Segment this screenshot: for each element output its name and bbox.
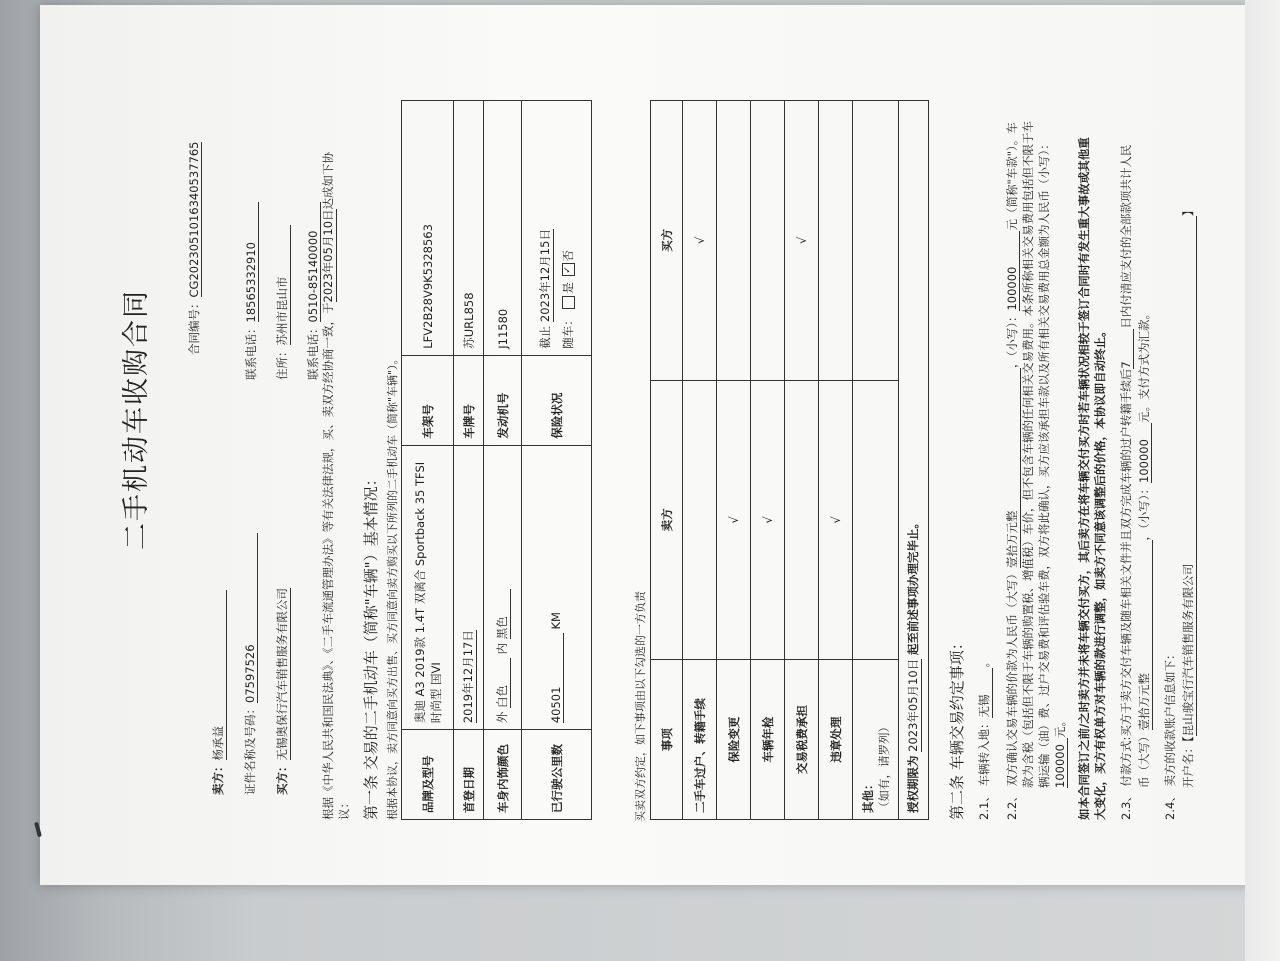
- seller-line: 卖方：杨承益: [210, 591, 227, 796]
- mileage-cell: 40501 KM: [522, 445, 592, 730]
- vin-value: LFV2B28V9K5328563: [402, 101, 454, 356]
- duties-header-seller: 卖方: [651, 380, 683, 660]
- duty-row-label: 保险变更: [717, 660, 751, 820]
- brand-label: 品牌及型号: [402, 730, 454, 820]
- duty-row-buyer: [819, 101, 853, 381]
- mileage-label: 已行驶公里数: [522, 730, 592, 820]
- duty-row-label: 违章处理: [819, 660, 853, 820]
- insurance-no-checkbox: ✓: [562, 263, 575, 276]
- plate-value: 苏URL858: [454, 101, 484, 356]
- color-cell: 外 白色 内 黑色: [484, 445, 522, 730]
- other-duties-label: 其他： （如有，请罗列）: [853, 660, 899, 820]
- adjustment-clause-line-2: 大变化，买方有权单方对车辆的款进行调整，如卖方不同意该调整后的价格，本协议即自动终止。: [1093, 325, 1107, 820]
- clause-2-3-line-2: 币（大写）壹拾万元整，（小写）：100000元。支付方式为汇款。: [1137, 308, 1151, 788]
- duty-row-label: 车辆年检: [751, 660, 785, 820]
- clause-2-2-line-4: 100000元。: [1053, 715, 1067, 788]
- article-1-title: 第一条 交易的二手机动车（简称"车辆"）基本情况：: [362, 471, 380, 820]
- clause-2-2-line-2: 款为含税（包括但不限于车辆的购置税、增值税）车价，但不包含车辆的任何相关交易费用。本条所称相关交易费用包括但不限于车: [1021, 121, 1035, 788]
- clause-2-3-line-1: 2.3、 付款方式:买方于卖方交付车辆及随车相关文件并且双方完成车辆的过户转籍手续后7日内付清应支付的全部款项共计人民: [1119, 144, 1133, 820]
- duty-row-seller: √: [717, 380, 751, 660]
- duty-row-buyer: [717, 101, 751, 381]
- clause-2-2-line-3: 辆运输（油）费、过户交易费和评估验车费，双方将此确认，买方应该承担车款以及所有相关交易费用总金额为人民币（小写）：: [1037, 138, 1051, 788]
- duties-header-item: 事项: [651, 660, 683, 820]
- buyer-phone-1: 联系电话：18565332910: [243, 203, 259, 381]
- duties-header-buyer: 买方: [651, 101, 683, 381]
- agreement-note: 买卖双方约定，如下事项由以下勾选的一方负责: [634, 591, 647, 822]
- reg-date-cell: 2019年12月17日: [454, 445, 484, 730]
- duty-row-label: 交易税费承担: [785, 660, 819, 820]
- color-label: 车身内饰颜色: [484, 730, 522, 820]
- plate-label: 车牌号: [454, 355, 484, 445]
- insurance-cell: 截止 2023年12月15日 随车： 是 ✓否: [522, 101, 592, 356]
- adjustment-clause-line-1: 如本合同签订之前/之时卖方并未将车辆交付买方，其后卖方在将车辆交付买方时若车辆状况相较于签订合同时有发生重大事故或其他重: [1077, 137, 1091, 820]
- buyer-address: 住所：苏州市昆山市: [274, 226, 291, 381]
- other-duties-seller: [853, 380, 899, 660]
- seller-id-line: 证件名称及号码：07597526: [242, 533, 258, 795]
- duty-row-seller: [683, 380, 717, 660]
- reg-date-label: 首登日期: [454, 730, 484, 820]
- legal-basis-cont: 议：: [337, 797, 351, 820]
- vehicle-info-table: [401, 100, 592, 820]
- contract-page: [58, 50, 1243, 880]
- insurance-yes-checkbox: [562, 296, 575, 309]
- authorization-period: 授权期限为 2023年05月10日 起至前述事项办理完毕止。: [899, 101, 929, 820]
- clause-2-4-line-1: 2.4、 卖方的收款账户信息如下：: [1163, 648, 1177, 820]
- buyer-phone-2: 联系电话：0510-85140000: [305, 203, 321, 381]
- vin-label: 车架号: [402, 355, 454, 445]
- insurance-label: 保险状况: [522, 355, 592, 445]
- clause-2-1: 2.1、 车辆转入地：无锡。: [977, 656, 991, 820]
- duty-row-seller: √: [819, 380, 853, 660]
- clause-2-2-line-1: 2.2、 双方确认交易车辆的价款为人民币（大写）壹拾万元整，（小写）：100000元（简称"车款"）。车: [1005, 122, 1019, 820]
- other-duties-buyer: [853, 101, 899, 381]
- engine-label: 发动机号: [484, 355, 522, 445]
- contract-number: 合同编号：CG20230510163405377​65: [187, 141, 201, 355]
- duty-row-label: 二手车过户、转籍手续: [683, 660, 717, 820]
- duty-row-buyer: √: [785, 101, 819, 381]
- legal-basis: 根据《中华人民共和国民法典》、《二手车流通管理办法》等有关法律法规，买、卖双方经协商一致，于2023年05月10日达成如下协: [321, 151, 335, 820]
- clause-2-4-line-2: 开户名：【昆山骏宝行汽车销售服务有限公司】: [1181, 204, 1195, 788]
- buyer-line: 买方：无锡奥保行汽车销售服务有限公司: [275, 588, 289, 795]
- brand-value: 奥迪 A3 2019款 1.4T 双离合 Sportback 35 TFSI 时尚型 国VI: [402, 445, 454, 730]
- duty-row-seller: √: [751, 380, 785, 660]
- background-strip: [1245, 0, 1280, 961]
- duty-row-buyer: [751, 101, 785, 381]
- article-1-desc: 根据本协议，卖方同意向买方出售、买方同意向卖方购买以下所列的二手机动车（简称"车辆"）。: [386, 353, 399, 820]
- duty-row-buyer: √: [683, 101, 717, 381]
- engine-value: J11580: [484, 101, 522, 356]
- article-2-title: 第二条 车辆交易约定事项：: [948, 635, 966, 820]
- duties-table: [650, 100, 929, 820]
- contract-title: 二手机动车收购合同: [121, 289, 152, 550]
- duty-row-seller: [785, 380, 819, 660]
